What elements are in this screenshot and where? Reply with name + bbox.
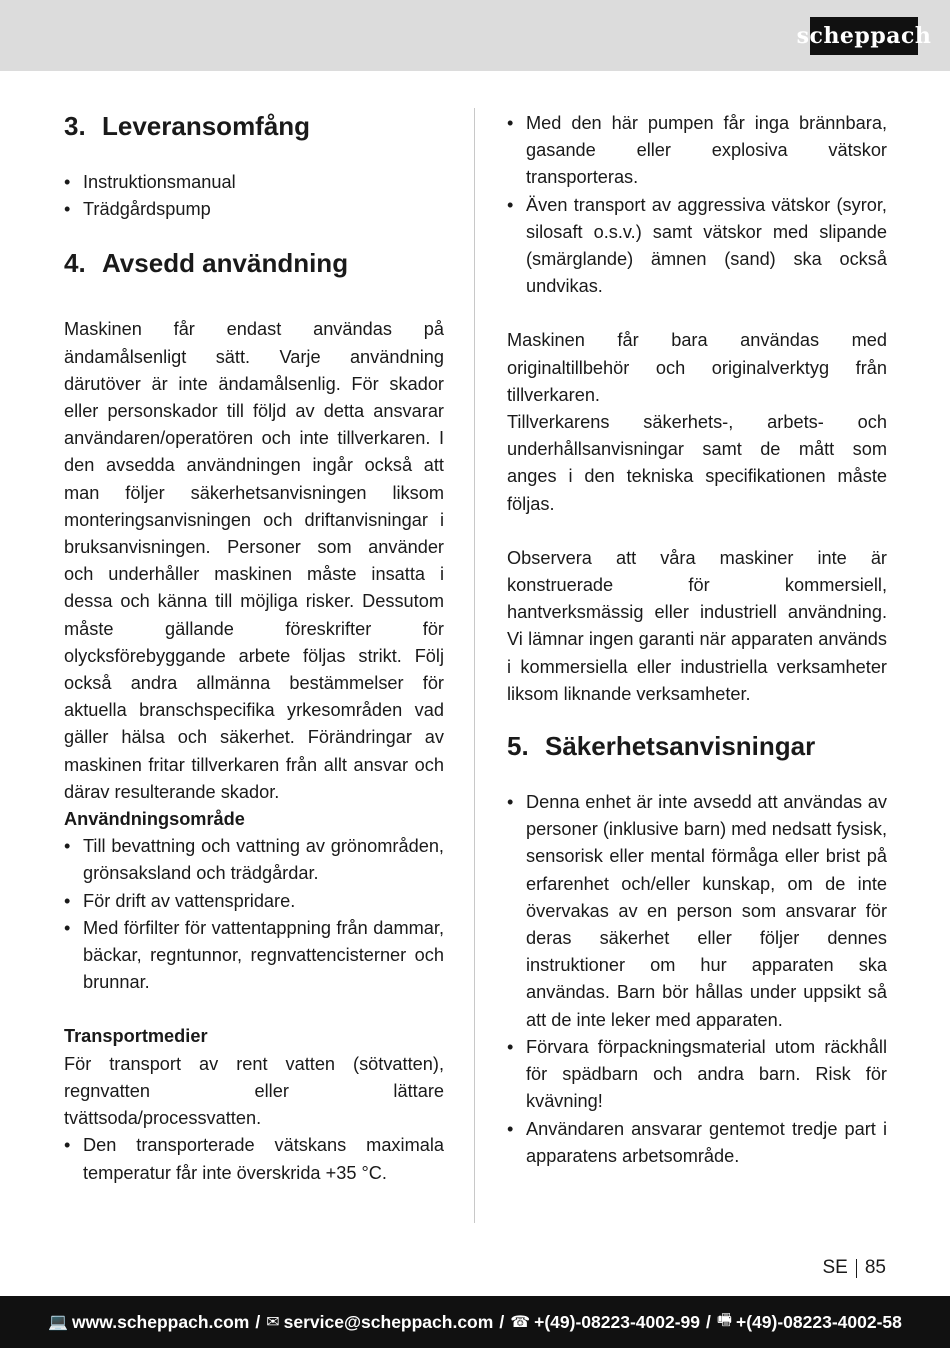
website-link[interactable]: www.scheppach.com [72,1311,250,1332]
fax-icon: 🖷 [716,1311,732,1329]
column-divider [474,108,475,1223]
left-column [64,110,444,1187]
phone-number: +(49)-08223-4002-99 [534,1311,701,1332]
section-title: Avsedd användning [102,248,349,279]
manufacturer-instructions-paragraph: Tillverkarens säkerhets-, arbets- och underhållsanvisningar samt de mått som anges i den tekniska specifikationen måste följas. [507,412,887,514]
list-item: • Förvara förpackningsmaterial utom räckhåll för spädbarn och andra barn. Risk för kvävning! [507,1034,887,1116]
transport-media-heading: Transportmedier [64,1026,208,1047]
section-number: 5. [507,731,529,762]
list-item: • Till bevattning och vattning av grönområden, grönsaksland och trädgårdar. [64,833,444,887]
delivery-list [64,169,444,223]
list-item: • Även transport av aggressiva vätskor (syror, silosaft o.s.v.) samt vätskor med slipande (smärglande) ämnen (sand) ska också undvikas. [507,192,887,301]
language-code: SE [822,1257,848,1278]
use-area-list [64,833,444,996]
list-item: • Instruktionsmanual [64,169,444,196]
scheppach-logo: scheppach [810,17,918,55]
section-title: Leveransomfång [102,111,311,141]
section-number: 4. [64,248,86,279]
page-separator [856,1259,857,1278]
safety-list [507,789,887,1170]
footer-separator: / [499,1311,505,1332]
section-title: Säkerhetsanvisningar [545,731,816,762]
fax-number: +(49)-08223-4002-58 [736,1311,902,1332]
contact-footer [0,1296,950,1348]
use-area-heading: Användningsområde [64,809,245,830]
list-item: • Den transporterade vätskans maximala temperatur får inte överskrida +35 °C. [64,1132,444,1186]
list-item: • Denna enhet är inte avsedd att användas av personer (inklusive barn) med nedsatt fysisk, sensorisk eller mental förmåga eller brist på erfarenhet och/eller kunskap, om de inte övervakas av en person som ansvarar för deras säkerhet eller följer dennes instruktioner om hur apparaten ska användas. Barn bör hållas under uppsikt så att de inte leker med apparaten. [507,789,887,1034]
intended-use-paragraph: Maskinen får endast användas på ändamålsenligt sätt. Varje användning därutöver är inte ändamålsenlig. För skador eller personskador till följd av detta ansvarar användaren/operatören och inte tillverkaren. I den avsedda användningen ingår också att man följer säkerhetsanvisningen liksom monteringsanvisningen och driftanvisningar i bruksanvisningen. Personer som använder och underhåller maskinen måste insatta i dessa och känna till möjliga risker. Dessutom måste gällande föreskrifter för olycksförebyggande arbete följas strikt. Följ också andra allmänna bestämmelser för aktuella branschspecifika yrkesområden vad gäller hälsa och säkerhet. Förändringar av maskinen fritar tillverkaren från allt ansvar och därav resulterande skador. [64,319,444,802]
section-5-heading [507,730,887,762]
list-item: • För drift av vattenspridare. [64,888,444,915]
footer-separator: / [706,1311,711,1332]
mail-icon: ✉ [266,1314,280,1331]
page-number-block [823,1256,887,1280]
list-item: • Med den här pumpen får inga brännbara, gasande eller explosiva vätskor transporteras. [507,110,887,192]
list-item: • Med förfilter för vattentappning från dammar, bäckar, regntunnor, regnvattencisterner och brunnar. [64,915,444,997]
section-3-heading [64,110,444,142]
header-bar [0,0,950,71]
email-link[interactable]: service@scheppach.com [283,1311,494,1332]
section-number: 3. [64,111,86,141]
transport-restrictions-list [507,110,887,300]
page-number: 85 [864,1257,886,1278]
right-column [507,110,887,1170]
computer-icon: 💻 [48,1314,69,1331]
list-item: • Trädgårdspump [64,196,444,223]
footer-separator: / [255,1311,261,1332]
transport-media-paragraph: För transport av rent vatten (sötvatten), regnvatten eller lättare tvättsoda/processvatten. [64,1053,444,1129]
commercial-use-paragraph: Observera att våra maskiner inte är konstruerade för kommersiell, hantverksmässig eller industriell användning. Vi lämnar ingen garanti när apparaten används i kommersiella eller industriella verksamheter liksom liknande verksamheter. [507,547,887,704]
list-item: • Användaren ansvarar gentemot tredje part i apparatens arbetsområde. [507,1116,887,1170]
section-4-heading [64,247,444,279]
transport-media-list [64,1132,444,1186]
accessories-paragraph: Maskinen får bara användas med originaltillbehör och originalverktyg från tillverkaren. [507,330,887,405]
phone-icon: ☎ [510,1314,531,1331]
